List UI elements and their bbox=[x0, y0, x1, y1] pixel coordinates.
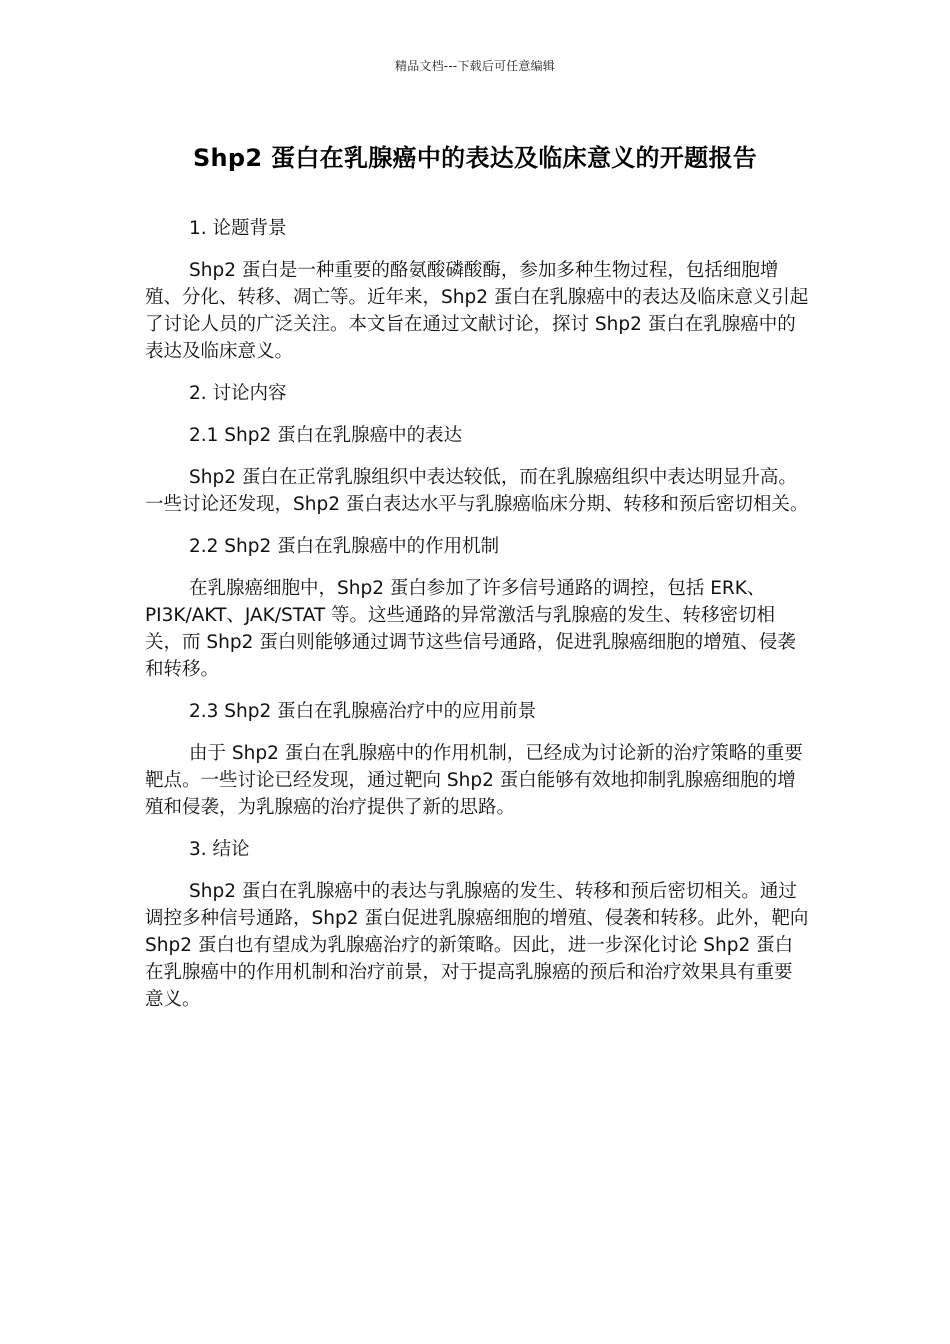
section-heading-background: 1. 论题背景 bbox=[189, 218, 287, 239]
paragraph-background: Shp2 蛋白是一种重要的酪氨酸磷酸酶，参加多种生物过程，包括细胞增殖、分化、转移、凋亡等。近年来，Shp2 蛋白在乳腺癌中的表达及临床意义引起了讨论人员的广泛关注。本文旨在通过文献讨论，探讨 Shp2 蛋白在乳腺癌中的表达及临床意义。 bbox=[145, 260, 809, 362]
document-title: Shp2 蛋白在乳腺癌中的表达及临床意义的开题报告 bbox=[192, 144, 758, 172]
paragraph-mechanism: 在乳腺癌细胞中，Shp2 蛋白参加了许多信号通路的调控，包括 ERK、PI3K/AKT、JAK/STAT 等。这些通路的异常激活与乳腺癌的发生、转移密切相关，而 Shp2 蛋白则能够通过调节这些信号通路，促进乳腺癌细胞的增殖、侵袭和转移。 bbox=[145, 578, 796, 680]
section-heading-research-content: 2. 讨论内容 bbox=[189, 383, 287, 404]
subsection-heading-application: 2.3 Shp2 蛋白在乳腺癌治疗中的应用前景 bbox=[189, 701, 537, 722]
section-heading-conclusion: 3. 结论 bbox=[189, 839, 250, 860]
subsection-heading-mechanism: 2.2 Shp2 蛋白在乳腺癌中的作用机制 bbox=[189, 536, 500, 557]
document-body bbox=[145, 215, 810, 1013]
paragraph-expression: Shp2 蛋白在正常乳腺组织中表达较低，而在乳腺癌组织中表达明显升高。一些讨论还发现，Shp2 蛋白表达水平与乳腺癌临床分期、转移和预后密切相关。 bbox=[145, 467, 809, 515]
header-note: 精品文档---下载后可任意编辑 bbox=[395, 59, 555, 73]
subsection-heading-expression: 2.1 Shp2 蛋白在乳腺癌中的表达 bbox=[189, 425, 463, 446]
paragraph-application: 由于 Shp2 蛋白在乳腺癌中的作用机制，已经成为讨论新的治疗策略的重要靶点。一些讨论已经发现，通过靶向 Shp2 蛋白能够有效地抑制乳腺癌细胞的增殖和侵袭，为乳腺癌的治疗提供了新的思路。 bbox=[145, 743, 803, 818]
paragraph-conclusion: Shp2 蛋白在乳腺癌中的表达与乳腺癌的发生、转移和预后密切相关。通过调控多种信号通路，Shp2 蛋白促进乳腺癌细胞的增殖、侵袭和转移。此外，靶向 Shp2 蛋白也有望成为乳腺癌治疗的新策略。因此，进一步深化讨论 Shp2 蛋白在乳腺癌中的作用机制和治疗前景，对于提高乳腺癌的预后和治疗效果具有重要意义。 bbox=[145, 881, 809, 1010]
